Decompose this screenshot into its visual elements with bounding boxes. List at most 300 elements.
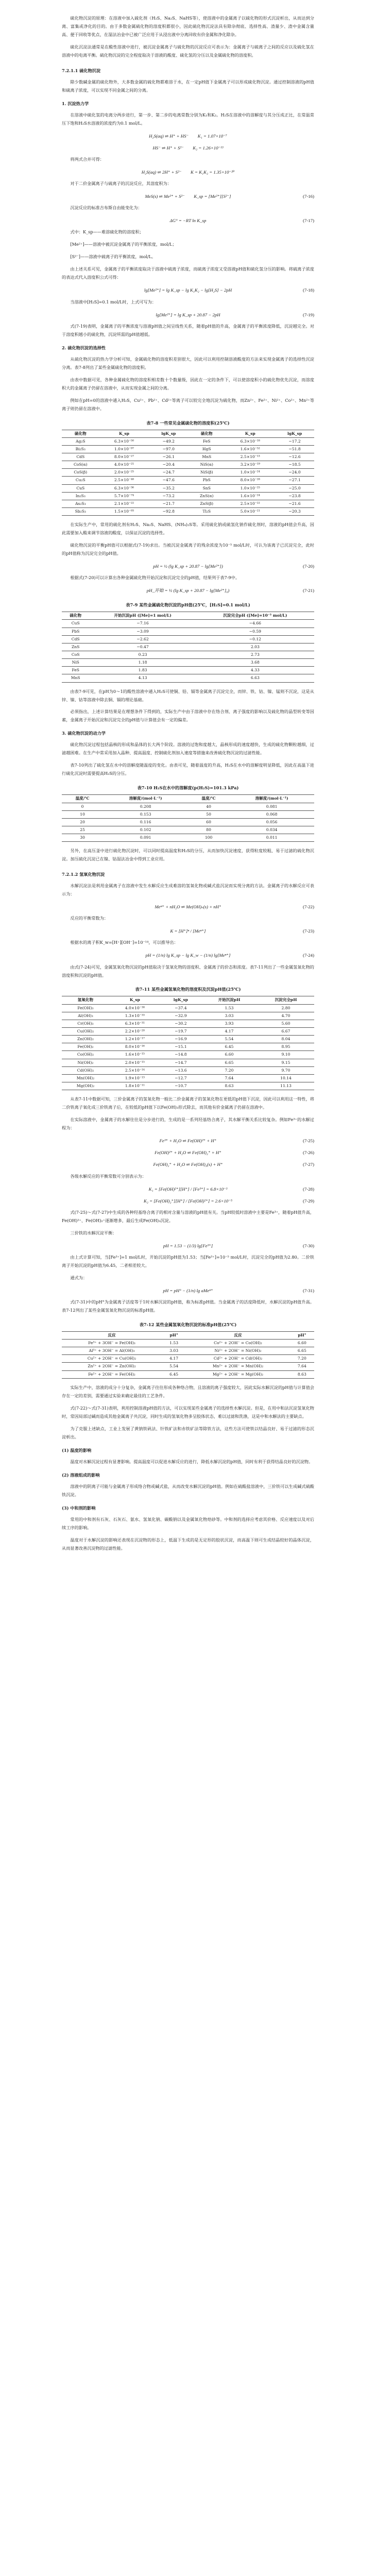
table-cell: 6.45 — [162, 1370, 186, 1378]
equation-number: (7-23) — [303, 928, 314, 934]
paragraph: 沉淀反应的标准吉布斯自由能变化为： — [70, 205, 142, 211]
table-cell: 6.45 — [201, 1043, 258, 1051]
table-cell: −17.2 — [275, 437, 314, 445]
table-cell: 8.63 — [290, 1370, 314, 1378]
paragraph: 例如在pH=0的溶液中通入H₂S，Cu²⁺、Pb²⁺、Cd²⁺等离子可以较完全地沉淀为硫化物，而Zn²⁺、Fe²⁺、Ni²⁺、Co²⁺、Mn²⁺等离子则仍留在溶液中。 — [62, 397, 314, 411]
table-cell: In₂S₃ — [62, 492, 99, 500]
table-cell: −32.9 — [161, 1012, 201, 1020]
table-cell: Ag₂S — [62, 437, 99, 445]
equation-7-26 — [62, 1148, 314, 1157]
table-cell: 2.0×10⁻¹⁵ — [109, 1059, 161, 1066]
intro-paragraph-1: 硫化物沉淀的原理：在溶液中加入硫化剂（H₂S、Na₂S、NaHS等），使溶液中的金属离子以硫化物的形式沉淀析出，从而达到分离、富集或净化的目的。由于多数金属硫化物的溶度积都很小，因此硫化物沉淀法具有除杂彻底、选择性高、渣量少、渣中金属含量高、便于回收等优点，在湿法冶金中已被广泛应用于从浸出液中分离回收有价金属和净化除杂。 — [62, 15, 314, 37]
table-cell: 30 — [62, 834, 103, 842]
equation-7-24 — [62, 951, 314, 960]
equation-7-29 — [62, 1197, 314, 1206]
table-cell: 1.53 — [201, 1004, 258, 1012]
table-cell: 8.04 — [258, 1036, 314, 1043]
table-cell: SnS — [188, 484, 225, 492]
table-cell: 0.23 — [89, 651, 196, 658]
table-cell: 8.0×10⁻²⁸ — [225, 477, 275, 484]
table-cell: −51.8 — [275, 445, 314, 453]
equation-number: (7-27) — [303, 1162, 314, 1167]
table-cell: ZnS(β) — [188, 500, 225, 507]
table-cell: 2.5×10⁻¹⁴ — [109, 1066, 161, 1074]
table-cell: 4.0×10⁻³⁸ — [109, 1004, 161, 1012]
table-cell: 5.60 — [258, 1020, 314, 1027]
equation-text: MeS(s) ⇌ Me²⁺ + S²⁻ K_sp = [Me²⁺][S²⁻] — [145, 194, 231, 199]
section-heading-hydroxide: 7.2.1.2 氢氧化物沉淀 — [62, 872, 105, 877]
equation-7-30 — [62, 1242, 314, 1250]
table-row — [62, 484, 314, 492]
table-cell: −26.1 — [149, 453, 188, 461]
table-cell: −7.16 — [89, 620, 196, 628]
table-row — [62, 469, 314, 477]
table-cell: 2.5×10⁻¹³ — [225, 453, 275, 461]
table-cell: −13.6 — [161, 1066, 201, 1074]
column-header: 氢氧化物 — [62, 996, 109, 1004]
table-header-row — [62, 996, 314, 1004]
table-cell: 2.5×10⁻⁴⁸ — [99, 477, 149, 484]
table-row — [62, 507, 314, 515]
table-cell: 0.116 — [103, 818, 188, 826]
text-column — [62, 14, 314, 1557]
table-cell: ZnS — [62, 643, 89, 651]
sulfide-ksp-table — [62, 430, 314, 516]
equation-7-31 — [62, 1286, 314, 1295]
table-cell: Co²⁺ + 2OH⁻ = Co(OH)₂ — [186, 1340, 289, 1347]
equation-text: Fe(OH)₂⁺ + H₂O ⇌ Fe(OH)₃(s) + H⁺ — [153, 1162, 223, 1167]
table-cell: CoS(α) — [62, 461, 99, 469]
table-cell: −12.7 — [161, 1074, 201, 1082]
equation-7-20 — [62, 562, 314, 571]
table-header-row — [62, 795, 314, 803]
table-row — [62, 659, 314, 667]
table-cell: 20 — [62, 818, 103, 826]
table-row — [62, 492, 314, 500]
subheading-kinetics: 3. 硫化物沉淀的动力学 — [62, 731, 106, 736]
table-cell: Al³⁺ + 3OH⁻ = Al(OH)₃ — [62, 1347, 162, 1355]
equation-7-25 — [62, 1137, 314, 1145]
table-cell: −35.2 — [149, 484, 188, 492]
subheading-temperature: (1) 温度的影响 — [62, 1447, 92, 1453]
table-cell: 2.1×10⁻²² — [99, 500, 149, 507]
equation-7-16 — [62, 192, 314, 201]
h2s-solubility-table — [62, 794, 314, 842]
table-cell: 8.63 — [201, 1082, 258, 1090]
column-header: 开始沉淀pH — [201, 996, 258, 1004]
table-cell: −37.4 — [161, 1004, 201, 1012]
paragraph: 温度对于水解沉淀的影响还表现在沉淀物的形态上，低温下生成的是无定形的胶状沉淀，而高温下则可生成结晶较好的晶体沉淀，从而显著改善沉淀物的过滤性能。 — [62, 1537, 314, 1551]
table-cell: 0.056 — [229, 818, 314, 826]
table-cell: −49.2 — [149, 437, 188, 445]
table-cell: Fe(OH)₃ — [62, 1004, 109, 1012]
table-cell: Cu₂S — [62, 477, 99, 484]
table-cell: 4.0×10⁻²¹ — [99, 461, 149, 469]
table-cell: 9.15 — [258, 1059, 314, 1066]
table-header-row — [62, 612, 314, 620]
equation-7-21 — [62, 586, 314, 595]
table-cell: 4.70 — [258, 1012, 314, 1020]
table-cell: −25.0 — [275, 484, 314, 492]
equation-number: (7-31) — [303, 1287, 314, 1293]
table-cell: Al(OH)₃ — [62, 1012, 109, 1020]
table-cell: 0.081 — [229, 803, 314, 810]
table-cell: 6.60 — [290, 1340, 314, 1347]
table-cell: Bi₂S₃ — [62, 445, 99, 453]
equation-text: lg[Me²⁺] = lg K_sp + 20.87 − 2pH — [156, 312, 220, 317]
table-header-row — [62, 1331, 314, 1339]
paragraph: 反应的平衡常数为： — [70, 916, 109, 921]
table-row — [62, 651, 314, 658]
table-row — [62, 635, 314, 643]
table-cell: Zn²⁺ + 2OH⁻ = Zn(OH)₂ — [62, 1363, 162, 1370]
column-header: 开始沉淀pH ([Me]=1 mol/L) — [89, 612, 196, 620]
table-cell: Cd(OH)₂ — [62, 1066, 109, 1074]
equation-number: (7-20) — [303, 564, 314, 569]
table-cell: 1.0×10⁻²⁴ — [225, 469, 275, 477]
table-cell: −21.7 — [149, 500, 188, 507]
table-cell: 2.03 — [196, 643, 314, 651]
equation-text: pH = ½ (lg K_sp + 20.87 − lg[Me²⁺]) — [153, 564, 223, 569]
table-cell: Sb₂S₃ — [62, 507, 99, 515]
equation-number: (7-22) — [303, 904, 314, 910]
table-cell: −92.8 — [149, 507, 188, 515]
paragraph: [S²⁻]——溶液中硫离子的平衡浓度，mol/L。 — [70, 254, 156, 260]
table-cell: CdS — [62, 453, 99, 461]
paragraph: 除少数碱金属的硫化物外，大多数金属的硫化物都难溶于水，在一定pH值下金属离子可以形成硫化物沉淀。通过控制溶液的pH值和硫离子浓度，可以实现不同金属之间的分离。 — [62, 79, 314, 93]
table-cell: CuS — [62, 620, 89, 628]
table-cell: 2.0×10⁻²⁵ — [99, 469, 149, 477]
paragraph: 在溶液中硫化氢的电离分两步进行，第一步、第二步的电离常数分别为K₁和K₂。H₂S在溶液中的溶解度与其分压成正比，在常温常压下饱和H₂S水溶液的浓度约为0.1 mol/L。 — [62, 112, 314, 126]
equation-number: (7-30) — [303, 1243, 314, 1248]
column-header: K_sp — [99, 430, 149, 437]
table-cell: Mg²⁺ + 2OH⁻ = Mg(OH)₂ — [186, 1370, 289, 1378]
table-cell: 2.73 — [196, 651, 314, 658]
table-cell: 2.80 — [258, 1004, 314, 1012]
column-header: 硫化物 — [62, 612, 89, 620]
table-cell: 25 — [62, 826, 103, 834]
column-header: 沉淀完全pH ([Me]=10⁻⁵ mol/L) — [196, 612, 314, 620]
table-row — [62, 453, 314, 461]
table-cell: −2.62 — [89, 635, 196, 643]
table-cell: CuS — [62, 484, 99, 492]
table-cell: 11.13 — [258, 1082, 314, 1090]
table-row — [62, 1020, 314, 1027]
column-header: pH° — [290, 1331, 314, 1339]
table-cell: Mn²⁺ + 2OH⁻ = Mn(OH)₂ — [186, 1363, 289, 1370]
table-cell: 6.67 — [258, 1028, 314, 1036]
table-cell: As₂S₃ — [62, 500, 99, 507]
subheading-composition: (2) 溶液组成的影响 — [62, 1472, 100, 1478]
table-cell: 8.0×10⁻²⁷ — [99, 453, 149, 461]
column-header: 溶解度/(mol·L⁻¹) — [229, 795, 314, 803]
table-cell: 2.2×10⁻²⁰ — [109, 1028, 161, 1036]
table-row — [62, 1340, 314, 1347]
table-cell: NiS — [62, 659, 89, 667]
table-cell: 4.33 — [196, 667, 314, 674]
equation-text: pH_开始 = ½ (lg K_sp + 20.87 − lg[Me²⁺]₀) — [146, 588, 230, 594]
table-cell: FeS — [188, 437, 225, 445]
table-cell: 9.10 — [258, 1051, 314, 1059]
table-row — [62, 1074, 314, 1082]
paragraph: [Me²⁺]——溶液中被沉淀金属离子的平衡浓度，mol/L； — [70, 242, 177, 247]
table-cell: −18.5 — [275, 461, 314, 469]
table-cell: −4.66 — [196, 620, 314, 628]
paragraph: 在实际生产中，常用的硫化剂有H₂S、Na₂S、NaHS、(NH₄)₂S等。采用硫化钠或硫氢化钠作硫化剂时，溶液的pH值会升高，因此需要加入酸来调节溶液的酸度，以保证沉淀的选择性。 — [62, 522, 314, 536]
equation: H₂S(aq) ⇌ H⁺ + HS⁻ K₁ = 1.07×10⁻⁷ — [149, 133, 227, 139]
table-cell: 3.03 — [162, 1347, 186, 1355]
table-cell: PbS — [62, 628, 89, 635]
table-title: 表7-9 某些金属硫化物沉淀的pH值(25℃，[H₂S]=0.1 mol/L) — [126, 602, 250, 608]
equation-7-17 — [62, 216, 314, 225]
paragraph: 由式(7-24)可见，金属氢氧化物沉淀的pH值取决于氢氧化物的溶度积、金属离子的价态和浓度。表7-11列出了一些金属氢氧化物的溶度积和沉淀的pH值。 — [62, 964, 314, 978]
table-cell: 0.091 — [103, 834, 188, 842]
table-cell: −20.3 — [275, 507, 314, 515]
equation-7-28 — [62, 1185, 314, 1194]
table-cell: FeS — [62, 667, 89, 674]
paragraph: 式(7-31)中的pH°为金属离子活度等于1时水解沉淀的pH值，称为标准pH值。当金属离子的活度降低时，水解沉淀的pH值升高。表7-12列出了某些金属氢氧化物沉淀的标准pH值。 — [62, 1299, 314, 1313]
table-cell: CdS — [62, 635, 89, 643]
standard-ph-table — [62, 1331, 314, 1379]
equation: H₂S(aq) ⇌ 2H⁺ + S²⁻ K = K₁K₂ = 1.35×10⁻²⁰ — [141, 170, 235, 175]
table-cell: 7.64 — [290, 1363, 314, 1370]
table-row — [62, 818, 314, 826]
column-header: pH° — [162, 1331, 186, 1339]
table-cell: 3.68 — [196, 659, 314, 667]
equation-number: (7-28) — [303, 1186, 314, 1192]
equation-7-27 — [62, 1160, 314, 1169]
table-row — [62, 1066, 314, 1074]
equation-text: lg[Me²⁺] = lg K_sp − lg K₁K₂ − lg[H₂S] − 2pH — [144, 287, 232, 293]
table-cell: −15.1 — [161, 1043, 201, 1051]
table-cell: −0.47 — [89, 643, 196, 651]
table-cell: 0 — [62, 803, 103, 810]
table-cell: 80 — [188, 826, 229, 834]
paragraph: 另外，在高压釜中进行硫化物沉淀时，可以同时提高温度和H₂S的分压，从而加快沉淀速度，获得粒度较粗、易于过滤的硫化物沉淀。加压硫化沉淀已在镍、钴湿法冶金中得到工业应用。 — [62, 848, 314, 862]
table-cell: 0.208 — [103, 803, 188, 810]
table-cell: −24.7 — [149, 469, 188, 477]
paragraph: 从硫化物沉淀的热力学分析可知，金属硫化物的溶度积差别很大，因此可以利用控制溶液酸度的方法来实现金属离子的选择性沉淀分离。表7-8列出了某些金属硫化物的溶度积。 — [62, 356, 314, 370]
equation-text: Fe(OH)²⁺ + H₂O ⇌ Fe(OH)₂⁺ + H⁺ — [155, 1150, 221, 1156]
table-cell: Fe³⁺ + 3OH⁻ = Fe(OH)₃ — [62, 1340, 162, 1347]
hydroxide-ksp-table — [62, 996, 314, 1090]
paragraph: 必须指出，上述计算结果是在理想条件下得到的，实际生产中由于溶液中存在络合剂、离子强度的影响以及硫化物的晶型转变等因素，金属离子开始沉淀和沉淀完全的pH值与计算值会有一定的偏差。 — [62, 709, 314, 723]
table-cell: 1.0×10⁻⁹⁷ — [99, 445, 149, 453]
table-row — [62, 826, 314, 834]
table-row — [62, 500, 314, 507]
table-cell: 1.83 — [89, 667, 196, 674]
table-cell: 5.7×10⁻⁷⁴ — [99, 492, 149, 500]
table-row — [62, 437, 314, 445]
column-header: lgK_sp — [149, 430, 188, 437]
table-cell: 9.70 — [258, 1066, 314, 1074]
equation-number: (7-21) — [303, 588, 314, 594]
table-cell: −97.0 — [149, 445, 188, 453]
table-cell: 3.03 — [201, 1012, 258, 1020]
table-cell: −73.2 — [149, 492, 188, 500]
table-row — [62, 620, 314, 628]
table-row — [62, 1355, 314, 1363]
table-row — [62, 1004, 314, 1012]
table-cell: −23.8 — [275, 492, 314, 500]
table-cell: 40 — [188, 803, 229, 810]
paragraph: 根据式(7-20)可以计算出各种金属硫化物开始沉淀和沉淀完全的pH值，结果列于表7-9中。 — [70, 575, 240, 581]
equation-text: pH = 1.53 − (1/3) lg[Fe³⁺] — [163, 1243, 213, 1248]
table-cell: HgS — [188, 445, 225, 453]
table-cell: 1.18 — [89, 659, 196, 667]
equation-7-22 — [62, 903, 314, 911]
table-cell: 6.3×10⁻¹⁸ — [225, 437, 275, 445]
table-cell: 0.102 — [103, 826, 188, 834]
table-cell: 1.0×10⁻²⁵ — [225, 484, 275, 492]
table-cell: 1.5×10⁻⁹³ — [99, 507, 149, 515]
table-cell: −10.7 — [161, 1082, 201, 1090]
table-cell: MnS — [188, 453, 225, 461]
table-cell: 5.0×10⁻²¹ — [225, 507, 275, 515]
table-cell: 3.2×10⁻¹⁹ — [225, 461, 275, 469]
table-row — [62, 1012, 314, 1020]
table-cell: 0.034 — [229, 826, 314, 834]
table-cell: −20.4 — [149, 461, 188, 469]
table-cell: Tl₂S — [188, 507, 225, 515]
equation-text: ΔG° = −RT ln K_sp — [169, 218, 207, 224]
equation-text: Meⁿ⁺ + nH₂O ⇌ Me(OH)ₙ(s) + nH⁺ — [155, 904, 221, 910]
equation-text: K₂ = [Fe(OH)₂⁺][H⁺] / [Fe(OH)²⁺] = 2.6×10⁻⁵ — [143, 1198, 233, 1204]
table-row — [62, 643, 314, 651]
equation-text: pH = (1/n) lg K_sp − lg K_w − (1/n) lg[Meⁿ⁺] — [145, 953, 231, 958]
table-cell: 0.153 — [103, 810, 188, 818]
column-header: K_sp — [109, 996, 161, 1004]
table-cell: −14.8 — [161, 1051, 201, 1059]
paragraph: 溶液中的阴离子可能与金属离子形成络合物或碱式盐，从而改变水解沉淀的pH值。例如在硫酸盐溶液中，三价铁可以生成碱式硫酸铁沉淀。 — [62, 1483, 314, 1497]
table-cell: 7.64 — [201, 1074, 258, 1082]
table-cell: 8.0×10⁻¹⁶ — [109, 1043, 161, 1051]
table-cell: PbS — [188, 477, 225, 484]
table-cell: 1.6×10⁻²⁴ — [225, 492, 275, 500]
table-cell: CoS — [62, 651, 89, 658]
table-row — [62, 1370, 314, 1378]
paragraph: 硫化物沉淀过程包括晶核的形成和晶体的长大两个阶段。溶液的过饱和度越大，晶核形成的速度越快，生成的硫化物颗粒越细，过滤越困难。在生产中常采用加入晶种、提高温度、控制硫化剂加入速度等措施来改善硫化物沉淀的过滤性能。 — [62, 742, 314, 756]
column-header: lgK_sp — [161, 996, 201, 1004]
table-cell: 6.65 — [290, 1347, 314, 1355]
table-cell: Cr(OH)₃ — [62, 1020, 109, 1027]
equation-number: (7-25) — [303, 1138, 314, 1144]
paragraph: 三价铁的水解沉淀平衡： — [70, 1230, 117, 1235]
table-row — [62, 674, 314, 682]
table-cell: 0.011 — [229, 834, 314, 842]
paragraph: 由上述关系可见，金属离子的平衡浓度取决于溶液中硫离子浓度，而硫离子浓度又受溶液pH值和硫化氢分压的影响。将硫离子浓度的表达式代入溶度积公式可得： — [62, 266, 314, 280]
table-cell: Fe(OH)₂ — [62, 1043, 109, 1051]
paragraph: 在实际溶液中，金属离子的水解往往是分步进行的，生成的是一系列羟基络合离子，其水解平衡关系比较复杂。例如Fe³⁺的水解过程为： — [62, 1117, 314, 1131]
table-row — [62, 1036, 314, 1043]
paragraph: 各级水解反应的平衡常数可分别表示为： — [70, 1173, 146, 1179]
paragraph: 实际生产中，溶液的成分十分复杂，金属离子往往形成各种络合物，且溶液的离子强度较大，因此实际水解沉淀的pH值与计算值会存在一定的差别，需要通过实验来确定最佳的工艺条件。 — [62, 1384, 314, 1398]
paragraph: 从表7-11中数据可知，三价金属离子的氢氧化物一般比二价金属离子的氢氧化物在更低的pH值下沉淀，因此可以利用这一特性，将二价铁离子氧化成三价铁离子后，在较低的pH值下以Fe(OH)₃形式除去，而其他有价金属离子仍留在溶液中。 — [62, 1096, 314, 1110]
table-cell: 50 — [188, 810, 229, 818]
table-cell: 8.95 — [258, 1043, 314, 1051]
column-header: 溶解度/(mol·L⁻¹) — [103, 795, 188, 803]
column-header: 温度/℃ — [62, 795, 103, 803]
paragraph: 表7-10列出了硫化氢在水中的溶解度随温度的变化。由表可见，随着温度的升高，H₂S在水中的溶解度明显降低，因此在高温下进行硫化沉淀时需要提高H₂S的分压。 — [62, 762, 314, 776]
equation-number: (7-26) — [303, 1150, 314, 1156]
equation-number: (7-19) — [303, 312, 314, 317]
table-title: 表7-8 一些常见金属硫化物的溶度积(25℃) — [146, 420, 230, 426]
table-cell: 6.65 — [201, 1059, 258, 1066]
table-cell: −0.59 — [196, 628, 314, 635]
table-cell: 4.17 — [201, 1028, 258, 1036]
table-cell: −19.7 — [161, 1028, 201, 1036]
table-row — [62, 810, 314, 818]
paragraph: 式中：K_sp——难溶硫化物的溶度积； — [70, 229, 144, 235]
table-cell: 1.6×10⁻¹⁵ — [109, 1051, 161, 1059]
table-row — [62, 1051, 314, 1059]
equation-7-23 — [62, 927, 314, 936]
table-cell: 4.13 — [89, 674, 196, 682]
table-cell: Mn(OH)₂ — [62, 1074, 109, 1082]
equation-number: (7-24) — [303, 953, 314, 958]
table-cell: −24.0 — [275, 469, 314, 477]
table-cell: Fe²⁺ + 2OH⁻ = Fe(OH)₂ — [62, 1370, 162, 1378]
paragraph: 温度对水解沉淀过程有显著影响。提高温度可以促进水解反应的进行，降低水解沉淀的pH值，同时有利于获得结晶良好的沉淀物。 — [70, 1459, 313, 1464]
paragraph: 通式为： — [70, 1275, 88, 1280]
table-row — [62, 1347, 314, 1355]
table-cell: 3.93 — [201, 1020, 258, 1027]
table-row — [62, 628, 314, 635]
table-cell: 10.14 — [258, 1074, 314, 1082]
column-header: 反应 — [186, 1331, 289, 1339]
table-cell: −12.6 — [275, 453, 314, 461]
sulfide-ph-table — [62, 612, 314, 682]
equation-text: Fe³⁺ + H₂O ⇌ Fe(OH)²⁺ + H⁺ — [159, 1138, 217, 1144]
table-title: 表7-12 某些金属氢氧化物沉淀的标准pH值(25℃) — [139, 1321, 237, 1327]
table-cell: Cu²⁺ + 2OH⁻ = Cu(OH)₂ — [62, 1355, 162, 1363]
table-row — [62, 803, 314, 810]
table-cell: 0.068 — [229, 810, 314, 818]
table-row — [62, 461, 314, 469]
table-cell: NiS(β) — [188, 469, 225, 477]
table-cell: −16.9 — [161, 1036, 201, 1043]
table-row — [62, 445, 314, 453]
paragraph: 将两式合并可得： — [70, 157, 104, 162]
subheading-thermodynamics: 1. 沉淀热力学 — [62, 100, 89, 106]
paragraph: 硫化物沉淀的平衡pH值可以根据式(7-19)求出。当被沉淀金属离子的残余浓度为10⁻⁵ mol/L时，可认为该离子已沉淀完全，此时的pH值称为沉淀完全的pH值。 — [62, 543, 314, 556]
table-cell: 1.2×10⁻¹⁷ — [109, 1036, 161, 1043]
paragraph: 常用的中和剂有石灰、石灰石、氨水、氢氧化钠、碳酸钠以及金属氧化物焙砂等。中和剂的选择应考虑其价格、反应速度以及对后续工序的影响。 — [62, 1516, 314, 1530]
table-cell: 1.9×10⁻¹³ — [109, 1074, 161, 1082]
table-cell: 5.54 — [201, 1036, 258, 1043]
table-cell: Ni(OH)₂ — [62, 1059, 109, 1066]
equation-text: K₁ = [Fe(OH)²⁺][H⁺] / [Fe³⁺] = 6.8×10⁻³ — [148, 1186, 228, 1192]
table-cell: NiS(α) — [188, 461, 225, 469]
table-cell: ZnS(α) — [188, 492, 225, 500]
table-cell: CoS(β) — [62, 469, 99, 477]
column-header: 温度/℃ — [188, 795, 229, 803]
table-cell: Zn(OH)₂ — [62, 1036, 109, 1043]
equation-number: (7-17) — [303, 218, 314, 224]
equation-number: (7-16) — [303, 194, 314, 199]
column-header: 反应 — [62, 1331, 162, 1339]
equation: HS⁻ ⇌ H⁺ + S²⁻ K₂ = 1.26×10⁻¹³ — [152, 145, 224, 150]
table-cell: MnS — [62, 674, 89, 682]
paragraph: 水解沉淀法是利用金属离子在溶液中发生水解反应生成难溶的氢氧化物或碱式盐沉淀而实现分离的方法。金属离子的水解反应可表示为： — [62, 883, 314, 897]
equation-text: K = [H⁺]ⁿ / [Meⁿ⁺] — [170, 928, 206, 934]
table-title: 表7-10 H₂S在水中的溶解度(p(H₂S)=101.3 kPa) — [137, 785, 239, 791]
paragraph: 由表7-9可见，在pH为0～1的酸性溶液中通入H₂S可使铜、铅、镉等金属离子沉淀完全，而锌、铁、钴、镍、锰则不沉淀，这是从锌、镍、钴等溶液中除去铜、镉的理论基础。 — [62, 688, 314, 702]
table-header-row — [62, 430, 314, 437]
table-cell: Co(OH)₂ — [62, 1051, 109, 1059]
paragraph: 式(7-25)～式(7-27)中生成的各种羟基络合离子的相对含量与溶液的pH值有关。当pH较低时溶液中主要是Fe³⁺，随着pH值升高，Fe(OH)²⁺、Fe(OH)₂⁺逐渐增多，最后生成Fe(OH)₃沉淀。 — [62, 1209, 314, 1223]
equation-7-18 — [62, 286, 314, 295]
